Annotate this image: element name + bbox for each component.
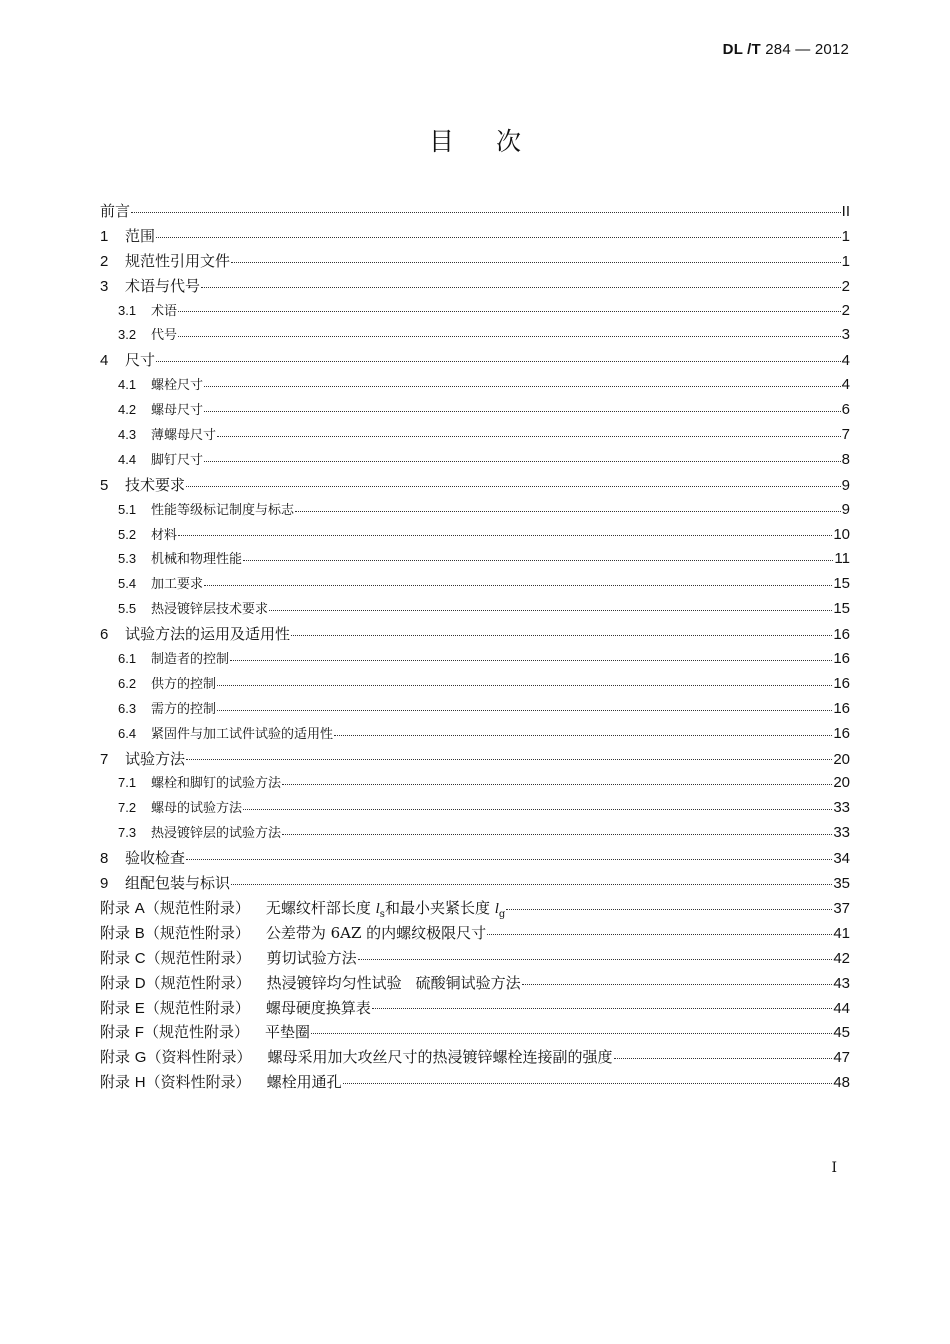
toc-appendix-entry[interactable] [100, 1070, 850, 1095]
toc-entry-page: 16 [833, 724, 850, 742]
toc-appendix-entry[interactable] [100, 921, 850, 946]
dot-leader [343, 1083, 833, 1084]
toc-entry[interactable] [100, 672, 850, 697]
dot-leader [178, 535, 832, 536]
table-of-contents [100, 199, 850, 1095]
toc-entry[interactable] [100, 771, 850, 796]
toc-entry-page: 16 [833, 699, 850, 717]
toc-entry-title: 术语 [151, 303, 178, 319]
appendix-title [100, 996, 371, 1022]
toc-entry-title: 螺母的试验方法 [151, 801, 243, 817]
dot-leader [186, 759, 832, 760]
toc-entry-number: 7 [100, 750, 109, 768]
toc-entry-title: 供方的控制 [151, 676, 217, 692]
toc-entry-page: 34 [833, 850, 850, 868]
dot-leader [295, 511, 841, 512]
toc-entry-number: 7.2 [118, 800, 137, 816]
dot-leader [217, 710, 832, 711]
dot-leader [131, 212, 841, 213]
dot-leader [487, 934, 832, 935]
dot-leader [231, 262, 841, 263]
toc-entry-number: 7.1 [118, 775, 137, 791]
dot-leader [204, 386, 841, 387]
toc-entry-page: 1 [841, 227, 850, 245]
appendix-prefix: 附录 [100, 998, 131, 1017]
dot-leader [217, 436, 841, 437]
toc-entry-page: 20 [833, 750, 850, 768]
subscript-g: g [498, 908, 506, 920]
toc-entry-title: 试验方法 [125, 749, 186, 768]
appendix-title-text: 硫酸铜试验方法 [415, 973, 521, 992]
toc-entry-title: 需方的控制 [151, 701, 217, 717]
appendix-letter: A [134, 899, 145, 917]
appendix-title-text: 螺母采用加大攻丝尺寸的热浸镀锌螺栓连接副的强度 [267, 1048, 613, 1067]
toc-entry[interactable] [100, 821, 850, 846]
appendix-title [100, 1070, 342, 1096]
toc-entry-page: 8 [841, 450, 850, 468]
appendix-prefix: 附录 [100, 948, 131, 967]
toc-entry-title: 热浸镀锌层技术要求 [151, 602, 269, 618]
toc-entry-page: 43 [833, 974, 850, 992]
dot-leader [156, 361, 841, 362]
toc-entry-page: 37 [833, 899, 850, 917]
dot-leader [506, 909, 832, 910]
standard-code: DL /T [722, 41, 761, 58]
toc-entry[interactable] [100, 846, 850, 871]
toc-entry-page: 4 [841, 376, 850, 394]
variable-l: l [375, 900, 380, 917]
toc-entry-title: 加工要求 [151, 577, 204, 593]
toc-entry-page: 16 [833, 650, 850, 668]
appendix-type: （规范性附录） [144, 923, 250, 942]
toc-entry-number: 5.2 [118, 526, 137, 542]
toc-entry-number: 4.2 [118, 402, 137, 418]
appendix-letter: G [134, 1049, 147, 1067]
toc-entry-number: 3.2 [118, 327, 137, 343]
page-number: I [831, 1160, 837, 1176]
appendix-title [100, 946, 357, 972]
toc-entry-page: 9 [841, 476, 850, 494]
toc-entry[interactable] [100, 373, 850, 398]
toc-entry-page: II [841, 203, 850, 220]
appendix-prefix: 附录 [100, 923, 131, 942]
appendix-letter: E [134, 999, 145, 1017]
toc-entry-number: 5.4 [118, 576, 137, 592]
appendix-prefix: 附录 [100, 973, 131, 992]
toc-entry-title: 尺寸 [125, 351, 156, 370]
toc-entry-page: 44 [833, 999, 850, 1017]
appendix-title-text: 热浸镀锌均匀性试验 [266, 973, 402, 992]
appendix-letter: C [134, 949, 146, 967]
toc-entry[interactable] [100, 498, 850, 523]
toc-entry[interactable] [100, 647, 850, 672]
appendix-type: （规范性附录） [145, 948, 251, 967]
dot-leader [243, 560, 833, 561]
toc-entry-number: 5.3 [118, 551, 137, 567]
page-title: 目次 [428, 127, 563, 156]
toc-entry-title: 前言 [100, 202, 131, 220]
appendix-letter: B [134, 924, 145, 942]
toc-entry-number: 8 [100, 850, 109, 868]
toc-entry[interactable] [100, 722, 850, 747]
toc-entry-title: 螺栓和脚钉的试验方法 [151, 776, 282, 792]
toc-entry-number: 3 [100, 277, 109, 295]
toc-entry[interactable] [100, 448, 850, 473]
appendix-prefix: 附录 [100, 1048, 131, 1067]
toc-entry[interactable] [100, 747, 850, 772]
appendix-type: （规范性附录） [144, 998, 250, 1017]
toc-entry[interactable] [100, 199, 850, 224]
appendix-title [100, 921, 486, 947]
appendix-letter: F [134, 1024, 144, 1042]
toc-entry-page: 15 [833, 575, 850, 593]
toc-entry-number: 7.3 [118, 825, 137, 841]
appendix-title-text: 无螺纹杆部长度 [265, 898, 371, 917]
toc-entry[interactable] [100, 697, 850, 722]
toc-entry-number: 4 [100, 352, 109, 370]
toc-entry-page: 9 [841, 500, 850, 518]
toc-appendix-entry[interactable] [100, 1045, 850, 1070]
toc-entry-page: 33 [833, 824, 850, 842]
toc-entry[interactable] [100, 398, 850, 423]
toc-entry-number: 9 [100, 875, 109, 893]
toc-entry[interactable] [100, 249, 850, 274]
toc-entry-title: 技术要求 [125, 475, 186, 494]
toc-entry-number: 1 [100, 227, 109, 245]
appendix-letter: H [134, 1074, 146, 1092]
appendix-type: （规范性附录） [144, 898, 250, 917]
toc-entry-number: 2 [100, 252, 109, 270]
dot-leader [282, 784, 832, 785]
toc-appendix-entry[interactable] [100, 996, 850, 1021]
appendix-title-text: 平垫圈 [264, 1023, 310, 1042]
toc-entry[interactable] [100, 622, 850, 647]
dot-leader [156, 237, 841, 238]
toc-appendix-entry[interactable] [100, 971, 850, 996]
toc-entry-number: 6.1 [118, 651, 137, 667]
toc-entry[interactable] [100, 796, 850, 821]
appendix-title-text: 螺栓用通孔 [266, 1073, 342, 1092]
dot-leader [204, 461, 841, 462]
appendix-type: （资料性附录） [145, 1073, 251, 1092]
dot-leader [311, 1033, 832, 1034]
toc-entry-page: 42 [833, 949, 850, 967]
dot-leader [231, 884, 832, 885]
toc-entry-page: 16 [833, 674, 850, 692]
toc-entry-page: 6 [841, 401, 850, 419]
toc-entry[interactable] [100, 572, 850, 597]
dot-leader [522, 984, 833, 985]
toc-entry-number: 4.3 [118, 427, 137, 443]
toc-entry-title: 紧固件与加工试件试验的适用性 [151, 726, 334, 742]
toc-entry-number: 5 [100, 476, 109, 494]
appendix-title-text: 剪切试验方法 [266, 948, 357, 967]
toc-entry-page: 45 [833, 1024, 850, 1042]
toc-appendix-entry[interactable] [100, 896, 850, 921]
toc-entry-title: 材料 [151, 527, 178, 543]
toc-entry-title: 代号 [151, 328, 178, 344]
document-header [723, 41, 849, 58]
toc-entry-page: 20 [833, 774, 850, 792]
toc-entry-page: 1 [841, 252, 850, 270]
toc-entry-title: 组配包装与标识 [125, 874, 231, 893]
toc-entry-page: 33 [833, 799, 850, 817]
appendix-type: （规范性附录） [145, 973, 251, 992]
toc-appendix-entry[interactable] [100, 1020, 850, 1045]
appendix-letter: D [134, 974, 146, 992]
toc-entry-page: 10 [833, 525, 850, 543]
toc-entry-number: 5.5 [118, 601, 137, 617]
toc-entry-title: 薄螺母尺寸 [151, 428, 217, 444]
dot-leader [372, 1008, 832, 1009]
toc-entry-number: 4.1 [118, 377, 137, 393]
toc-entry[interactable] [100, 274, 850, 299]
toc-entry-title: 范围 [125, 226, 156, 245]
toc-entry-title: 脚钉尺寸 [151, 452, 204, 468]
toc-entry-title: 热浸镀锌层的试验方法 [151, 826, 282, 842]
toc-entry-title: 性能等级标记制度与标志 [151, 502, 295, 518]
dot-leader [614, 1058, 833, 1059]
dot-leader [178, 311, 841, 312]
dot-leader [291, 635, 832, 636]
toc-entry[interactable] [100, 423, 850, 448]
toc-entry-number: 6 [100, 626, 109, 644]
dot-leader [204, 585, 832, 586]
toc-entry[interactable] [100, 597, 850, 622]
standard-number: 284 — 2012 [765, 41, 849, 58]
toc-entry-page: 2 [841, 277, 850, 295]
toc-entry[interactable] [100, 348, 850, 373]
appendix-type: （规范性附录） [143, 1023, 249, 1042]
toc-entry-page: 2 [841, 301, 850, 319]
toc-appendix-entry[interactable] [100, 946, 850, 971]
appendix-prefix: 附录 [100, 1023, 131, 1042]
toc-entry-title: 螺栓尺寸 [151, 378, 204, 394]
toc-entry-page: 11 [834, 550, 850, 568]
dot-leader [186, 486, 841, 487]
subscript-s: s [379, 908, 385, 920]
toc-entry-page: 41 [833, 924, 850, 942]
toc-entry-page: 7 [841, 426, 850, 444]
appendix-title-text: 螺母硬度换算表 [265, 998, 371, 1017]
dot-leader [282, 834, 832, 835]
toc-entry-page: 3 [841, 326, 850, 344]
toc-entry-title: 螺母尺寸 [151, 403, 204, 419]
toc-entry[interactable] [100, 473, 850, 498]
toc-entry-page: 4 [841, 352, 850, 370]
toc-entry[interactable] [100, 323, 850, 348]
toc-entry[interactable] [100, 547, 850, 572]
dot-leader [243, 809, 832, 810]
appendix-title-text: 公差带为 6AZ 的内螺纹极限尺寸 [265, 923, 487, 942]
appendix-type: （资料性附录） [146, 1048, 252, 1067]
dot-leader [204, 411, 841, 412]
toc-entry-number: 6.2 [118, 675, 137, 691]
toc-entry-number: 3.1 [118, 302, 137, 318]
dot-leader [334, 735, 832, 736]
toc-entry-page: 16 [833, 626, 850, 644]
dot-leader [217, 685, 832, 686]
toc-entry[interactable] [100, 871, 850, 896]
toc-entry-page: 47 [833, 1049, 850, 1067]
toc-entry[interactable] [100, 224, 850, 249]
dot-leader [201, 287, 841, 288]
toc-entry-title: 试验方法的运用及适用性 [125, 625, 291, 644]
toc-entry-title: 验收检查 [125, 849, 186, 868]
appendix-prefix: 附录 [100, 1073, 131, 1092]
appendix-title [100, 971, 521, 997]
toc-entry-title: 规范性引用文件 [125, 251, 231, 270]
dot-leader [269, 610, 832, 611]
toc-entry-page: 48 [833, 1074, 850, 1092]
dot-leader [186, 859, 832, 860]
toc-entry-title: 制造者的控制 [151, 652, 230, 668]
toc-entry-number: 4.4 [118, 451, 137, 467]
toc-entry-page: 15 [833, 600, 850, 618]
toc-entry-page: 35 [833, 875, 850, 893]
appendix-prefix: 附录 [100, 898, 131, 917]
toc-entry[interactable] [100, 299, 850, 324]
toc-entry-number: 6.4 [118, 725, 137, 741]
toc-entry-number: 5.1 [118, 501, 137, 517]
toc-entry-number: 6.3 [118, 700, 137, 716]
appendix-title [100, 1045, 613, 1071]
dot-leader [178, 336, 841, 337]
dot-leader [358, 959, 833, 960]
appendix-title [100, 1020, 310, 1046]
appendix-title-text: 和最小夹紧长度 [384, 898, 490, 917]
variable-l: l [494, 900, 499, 917]
toc-entry-title: 机械和物理性能 [151, 552, 243, 568]
dot-leader [230, 660, 832, 661]
toc-entry[interactable] [100, 523, 850, 548]
toc-entry-title: 术语与代号 [125, 276, 201, 295]
